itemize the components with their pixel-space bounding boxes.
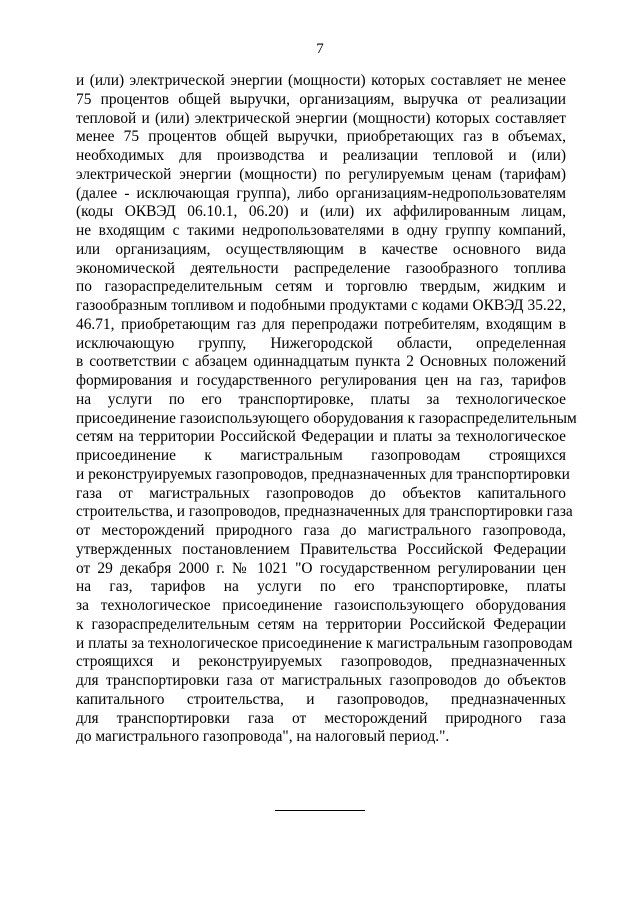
page-number: 7 [316, 41, 324, 57]
text-line: (далее - исключающая группа), либо организациям-недропользователям [76, 184, 566, 202]
text-line: и (или) электрической энергии (мощности) которых составляет не менее [76, 72, 566, 89]
text-line: (коды ОКВЭД 06.10.1, 06.20) и (или) их аффилированным лицам, [76, 203, 566, 221]
text-line: к газораспределительным сетям на территории Российской Федерации [76, 615, 566, 633]
text-line: для транспортировки газа от магистральных газопроводов до объектов [76, 672, 566, 689]
text-line: экономической деятельности распределение газообразного топлива [76, 259, 566, 277]
text-line: газа от магистральных газопроводов до объектов капитального [76, 484, 566, 502]
text-line: строящихся и реконструируемых газопроводов, предназначенных [76, 653, 566, 671]
text-line: или организациям, осуществляющим в качестве основного вида [76, 240, 566, 258]
text-line: по газораспределительным сетям и торговлю твердым, жидким и [76, 278, 566, 296]
text-line: на услуги по его транспортировке, платы за технологическое [76, 390, 566, 408]
text-line: и платы за технологическое присоединение к магистральным газопроводам [76, 634, 573, 652]
text-line: строительства, и газопроводов, предназначенных для транспортировки газа [76, 503, 573, 521]
text-line: сетям на территории Российской Федерации и платы за технологическое [76, 428, 566, 446]
text-line: утвержденных постановлением Правительства Российской Федерации [76, 540, 566, 558]
text-line: за технологическое присоединение газоиспользующего оборудования [76, 597, 566, 614]
text-line: тепловой и (или) электрической энергии (мощности) которых составляет [76, 109, 566, 127]
text-line: присоединение к магистральным газопроводам строящихся [76, 447, 566, 464]
text-line: присоединение газоиспользующего оборудования к газораспределительным [76, 409, 577, 427]
text-line: газообразным топливом и подобными продуктами с кодами ОКВЭД 35.22, [76, 297, 566, 314]
text-line: и реконструируемых газопроводов, предназначенных для транспортировки [76, 465, 570, 483]
text-line: формирования и государственного регулирования цен на газ, тарифов [76, 372, 566, 389]
body-text [76, 72, 577, 747]
text-line: в соответствии с абзацем одиннадцатым пункта 2 Основных положений [76, 353, 566, 371]
text-line: капитального строительства, и газопроводов, предназначенных [76, 690, 566, 708]
text-line: 46.71, приобретающим газ для перепродажи потребителям, входящим в [76, 315, 566, 333]
text-line: исключающую группу, Нижегородской области, определенная [76, 334, 566, 352]
text-line: 75 процентов общей выручки, организациям, выручка от реализации [76, 90, 566, 108]
text-line: от месторождений природного газа до магистрального газопровода, [76, 522, 566, 539]
footnote-separator [275, 810, 365, 811]
text-line: менее 75 процентов общей выручки, приобретающих газ в объемах, [76, 128, 566, 146]
text-line: от 29 декабря 2000 г. № 1021 "О государственном регулировании цен [76, 559, 566, 577]
text-line: для транспортировки газа от месторождений природного газа [76, 709, 566, 727]
text-line: необходимых для производства и реализации тепловой и (или) [76, 147, 566, 164]
text-line: не входящим с такими недропользователями в одну группу компаний, [76, 222, 566, 239]
text-line: на газ, тарифов на услуги по его транспортировке, платы [76, 578, 566, 596]
text-line: электрической энергии (мощности) по регулируемым ценам (тарифам) [76, 165, 566, 183]
text-line-last: до магистрального газопровода", на налоговый период.". [76, 728, 450, 746]
